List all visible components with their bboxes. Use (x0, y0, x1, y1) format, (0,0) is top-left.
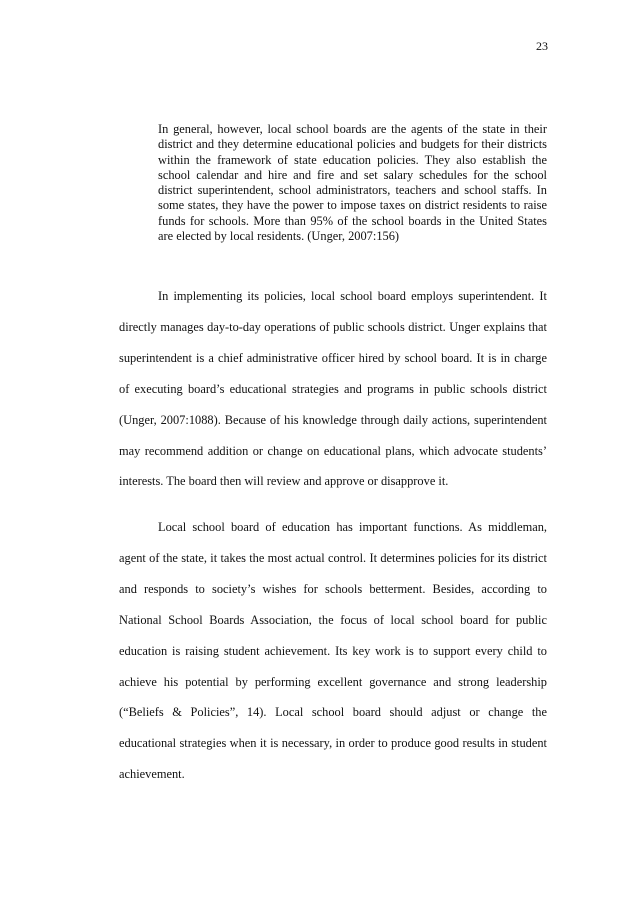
page-number: 23 (536, 39, 548, 53)
body-paragraph-2: Local school board of education has important functions. As middleman, agent of the state, it takes the most actual control. It determines policies for its district and responds to society’s wishes for schools betterment. Besides, according to National School Boards Association, the focus of local school board for public education is raising student achievement. Its key work is to support every child to achieve his potential by performing excellent governance and strong leadership (“Beliefs & Policies”, 14). Local school board should adjust or change the educational strategies when it is necessary, in order to produce good results in student achievement. (119, 520, 547, 782)
body-paragraph-1: In implementing its policies, local school board employs superintendent. It directly manages day-to-day operations of public schools district. Unger explains that superintendent is a chief administrative officer hired by school board. It is in charge of executing board’s educational strategies and programs in public schools district (Unger, 2007:1088). Because of his knowledge through daily actions, superintendent may recommend addition or change on educational plans, which advocate students’ interests. The board then will review and approve or disapprove it. (119, 289, 547, 489)
block-quote: In general, however, local school boards are the agents of the state in their district and they determine educational policies and budgets for their districts within the framework of state education policies. They also establish the school calendar and hire and fire and set salary schedules for the school district superintendent, school administrators, teachers and school staffs. In some states, they have the power to impose taxes on district residents to raise funds for schools. More than 95% of the school boards in the United States are elected by local residents. (Unger, 2007:156) (158, 122, 547, 244)
